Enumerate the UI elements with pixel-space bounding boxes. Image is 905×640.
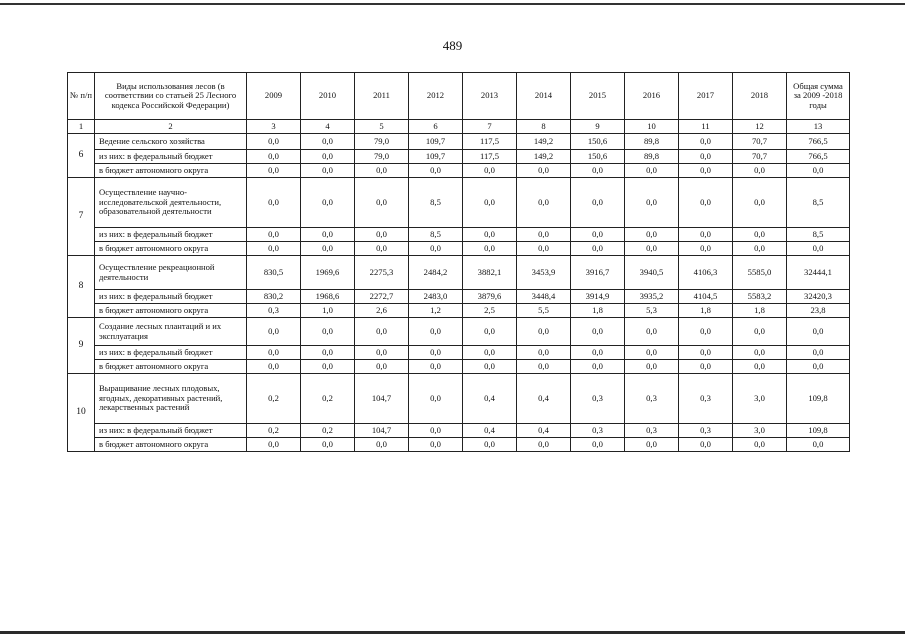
value-cell: 0,0 [355,178,409,228]
column-number: 7 [463,120,517,134]
usage-label: из них: в федеральный бюджет [95,228,247,242]
usage-label: Выращивание лесных плодовых, ягодных, декоративных растений, лекарственных растений [95,374,247,424]
value-cell: 1,0 [301,304,355,318]
value-cell: 149,2 [517,150,571,164]
value-cell: 0,0 [409,424,463,438]
value-cell: 0,0 [571,178,625,228]
column-number: 13 [787,120,850,134]
value-cell: 0,0 [463,438,517,452]
value-cell: 0,0 [409,346,463,360]
column-number: 1 [68,120,95,134]
value-cell: 1,8 [733,304,787,318]
value-cell: 0,0 [355,164,409,178]
value-cell: 0,0 [247,242,301,256]
value-cell: 0,0 [679,242,733,256]
value-cell: 150,6 [571,134,625,150]
column-number: 12 [733,120,787,134]
value-cell: 0,0 [463,318,517,346]
header-cell: Общая сумма за 2009 -2018 годы [787,73,850,120]
value-cell: 5,5 [517,304,571,318]
header-cell: 2018 [733,73,787,120]
value-cell: 830,2 [247,290,301,304]
row-number: 8 [68,256,95,318]
value-cell: 0,0 [247,134,301,150]
table-row [68,438,850,452]
value-cell: 0,0 [679,346,733,360]
usage-label: Ведение сельского хозяйства [95,134,247,150]
value-cell: 0,0 [247,360,301,374]
value-cell: 2483,0 [409,290,463,304]
value-cell: 0,0 [355,242,409,256]
bottom-scan-line [0,631,905,634]
column-number: 6 [409,120,463,134]
row-number: 7 [68,178,95,256]
value-cell: 0,0 [355,438,409,452]
value-cell: 1969,6 [301,256,355,290]
value-cell: 2,5 [463,304,517,318]
value-cell: 0,0 [301,438,355,452]
value-cell: 0,3 [571,424,625,438]
usage-label: в бюджет автономного округа [95,164,247,178]
column-number: 10 [625,120,679,134]
total-cell: 0,0 [787,242,850,256]
value-cell: 0,0 [463,242,517,256]
value-cell: 149,2 [517,134,571,150]
value-cell: 0,0 [733,228,787,242]
value-cell: 0,0 [571,360,625,374]
header-cell: 2015 [571,73,625,120]
value-cell: 0,0 [301,346,355,360]
value-cell: 0,0 [733,164,787,178]
value-cell: 0,0 [463,178,517,228]
value-cell: 0,0 [679,150,733,164]
header-row [68,73,850,120]
value-cell: 0,0 [247,150,301,164]
value-cell: 109,7 [409,150,463,164]
value-cell: 5,3 [625,304,679,318]
value-cell: 0,0 [409,374,463,424]
header-cell: 2017 [679,73,733,120]
header-cell: 2011 [355,73,409,120]
value-cell: 0,0 [625,228,679,242]
value-cell: 0,4 [517,374,571,424]
value-cell: 0,3 [571,374,625,424]
column-number: 4 [301,120,355,134]
row-number: 9 [68,318,95,374]
value-cell: 0,0 [355,228,409,242]
value-cell: 0,0 [571,164,625,178]
value-cell: 3882,1 [463,256,517,290]
value-cell: 0,0 [247,346,301,360]
value-cell: 0,0 [409,360,463,374]
value-cell: 0,0 [355,346,409,360]
value-cell: 0,0 [679,178,733,228]
value-cell: 0,0 [463,346,517,360]
value-cell: 117,5 [463,134,517,150]
column-number: 8 [517,120,571,134]
value-cell: 2,6 [355,304,409,318]
value-cell: 0,0 [733,346,787,360]
table-row [68,374,850,424]
value-cell: 1,8 [571,304,625,318]
total-cell: 109,8 [787,374,850,424]
header-cell: 2016 [625,73,679,120]
total-cell: 0,0 [787,318,850,346]
value-cell: 3879,6 [463,290,517,304]
table-row [68,256,850,290]
value-cell: 0,0 [517,346,571,360]
value-cell: 0,0 [301,178,355,228]
value-cell: 0,0 [409,164,463,178]
usage-label: Осуществление рекреационной деятельности [95,256,247,290]
value-cell: 0,0 [301,150,355,164]
value-cell: 0,0 [247,164,301,178]
table-row [68,228,850,242]
value-cell: 0,0 [517,242,571,256]
header-cell: № п/п [68,73,95,120]
column-number: 5 [355,120,409,134]
value-cell: 117,5 [463,150,517,164]
usage-label: из них: в федеральный бюджет [95,424,247,438]
value-cell: 0,0 [517,438,571,452]
total-cell: 766,5 [787,134,850,150]
value-cell: 0,2 [247,424,301,438]
page-number: 489 [442,38,463,53]
value-cell: 0,0 [517,360,571,374]
value-cell: 0,0 [679,438,733,452]
row-number: 10 [68,374,95,452]
value-cell: 3940,5 [625,256,679,290]
value-cell: 0,0 [733,438,787,452]
value-cell: 0,3 [625,374,679,424]
value-cell: 3935,2 [625,290,679,304]
value-cell: 0,0 [733,318,787,346]
value-cell: 0,0 [301,134,355,150]
forest-use-table [67,72,850,452]
value-cell: 0,0 [679,164,733,178]
header-cell: 2010 [301,73,355,120]
value-cell: 0,0 [733,178,787,228]
value-cell: 70,7 [733,134,787,150]
value-cell: 0,0 [733,242,787,256]
header-cell: Виды использования лесов (в соответствии со статьей 25 Лесного кодекса Российской Федерации) [95,73,247,120]
value-cell: 1,8 [679,304,733,318]
header-cell: 2009 [247,73,301,120]
value-cell: 2484,2 [409,256,463,290]
value-cell: 0,0 [409,318,463,346]
value-cell: 70,7 [733,150,787,164]
value-cell: 3448,4 [517,290,571,304]
value-cell: 0,0 [301,242,355,256]
value-cell: 0,0 [463,164,517,178]
value-cell: 5585,0 [733,256,787,290]
value-cell: 1968,6 [301,290,355,304]
value-cell: 0,0 [625,164,679,178]
value-cell: 0,0 [355,360,409,374]
value-cell: 0,0 [463,228,517,242]
value-cell: 0,0 [571,228,625,242]
table-row [68,424,850,438]
value-cell: 89,8 [625,150,679,164]
value-cell: 3,0 [733,374,787,424]
value-cell: 0,0 [571,346,625,360]
table-body [68,134,850,452]
value-cell: 0,0 [679,318,733,346]
total-cell: 23,8 [787,304,850,318]
total-cell: 32444,1 [787,256,850,290]
total-cell: 0,0 [787,164,850,178]
column-number: 2 [95,120,247,134]
value-cell: 2275,3 [355,256,409,290]
table-row [68,346,850,360]
value-cell: 3453,9 [517,256,571,290]
value-cell: 0,0 [301,360,355,374]
value-cell: 830,5 [247,256,301,290]
value-cell: 104,7 [355,374,409,424]
column-number: 9 [571,120,625,134]
value-cell: 3914,9 [571,290,625,304]
value-cell: 0,3 [247,304,301,318]
value-cell: 0,0 [625,318,679,346]
table-row [68,178,850,228]
value-cell: 0,0 [625,360,679,374]
header-cell: 2012 [409,73,463,120]
value-cell: 0,2 [301,374,355,424]
value-cell: 5583,2 [733,290,787,304]
table-row [68,150,850,164]
value-cell: 0,0 [247,228,301,242]
table-row [68,360,850,374]
value-cell: 0,0 [571,318,625,346]
total-cell: 0,0 [787,438,850,452]
value-cell: 0,0 [517,318,571,346]
value-cell: 0,3 [679,374,733,424]
usage-label: в бюджет автономного округа [95,304,247,318]
row-number: 6 [68,134,95,178]
table-row [68,242,850,256]
value-cell: 0,2 [301,424,355,438]
value-cell: 0,2 [247,374,301,424]
value-cell: 79,0 [355,150,409,164]
value-cell: 0,0 [463,360,517,374]
table-row [68,164,850,178]
value-cell: 0,0 [247,438,301,452]
value-cell: 0,0 [679,360,733,374]
value-cell: 4104,5 [679,290,733,304]
header-cell: 2013 [463,73,517,120]
value-cell: 0,0 [679,134,733,150]
usage-label: в бюджет автономного округа [95,360,247,374]
total-cell: 8,5 [787,228,850,242]
value-cell: 0,0 [571,438,625,452]
value-cell: 0,4 [517,424,571,438]
usage-label: Осуществление научно-исследовательской деятельности, образовательной деятельности [95,178,247,228]
usage-label: из них: в федеральный бюджет [95,346,247,360]
table-row [68,134,850,150]
value-cell: 0,0 [517,178,571,228]
value-cell: 109,7 [409,134,463,150]
value-cell: 104,7 [355,424,409,438]
value-cell: 0,0 [679,228,733,242]
total-cell: 32420,3 [787,290,850,304]
value-cell: 8,5 [409,228,463,242]
total-cell: 0,0 [787,346,850,360]
value-cell: 4106,3 [679,256,733,290]
value-cell: 0,0 [247,178,301,228]
total-cell: 8,5 [787,178,850,228]
column-number: 11 [679,120,733,134]
value-cell: 79,0 [355,134,409,150]
column-number-row [68,120,850,134]
value-cell: 3,0 [733,424,787,438]
value-cell: 0,0 [733,360,787,374]
value-cell: 0,0 [571,242,625,256]
total-cell: 109,8 [787,424,850,438]
value-cell: 0,0 [625,178,679,228]
value-cell: 0,3 [625,424,679,438]
value-cell: 0,0 [409,438,463,452]
value-cell: 150,6 [571,150,625,164]
value-cell: 0,0 [247,318,301,346]
value-cell: 0,0 [301,228,355,242]
total-cell: 766,5 [787,150,850,164]
column-number: 3 [247,120,301,134]
value-cell: 0,0 [625,438,679,452]
total-cell: 0,0 [787,360,850,374]
table-row [68,318,850,346]
usage-label: из них: в федеральный бюджет [95,290,247,304]
value-cell: 1,2 [409,304,463,318]
value-cell: 89,8 [625,134,679,150]
top-scan-line [0,3,905,5]
usage-label: в бюджет автономного округа [95,438,247,452]
value-cell: 0,0 [625,242,679,256]
value-cell: 0,0 [301,318,355,346]
value-cell: 0,0 [625,346,679,360]
header-cell: 2014 [517,73,571,120]
value-cell: 0,0 [517,228,571,242]
value-cell: 0,4 [463,374,517,424]
value-cell: 0,0 [355,318,409,346]
value-cell: 0,0 [517,164,571,178]
value-cell: 0,0 [301,164,355,178]
table-row [68,304,850,318]
usage-label: в бюджет автономного округа [95,242,247,256]
usage-label: из них: в федеральный бюджет [95,150,247,164]
value-cell: 8,5 [409,178,463,228]
value-cell: 0,3 [679,424,733,438]
usage-label: Создание лесных плантаций и их эксплуатация [95,318,247,346]
table-row [68,290,850,304]
value-cell: 3916,7 [571,256,625,290]
value-cell: 0,4 [463,424,517,438]
value-cell: 2272,7 [355,290,409,304]
value-cell: 0,0 [409,242,463,256]
